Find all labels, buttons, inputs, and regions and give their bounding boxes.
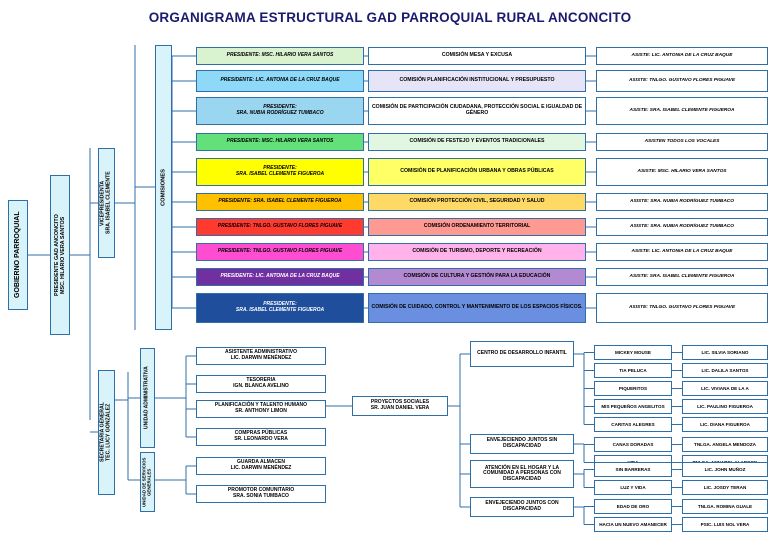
comision-nombre-2-label: COMISIÓN DE PARTICIPACIÓN CIUDADANA, PROTECCIÓN SOCIAL E IGUALDAD DE GÉNERO: [371, 104, 583, 116]
comisiones-label: COMISIONES: [160, 168, 167, 207]
unidad-0-0-label: MICKEY MOUSE: [615, 349, 651, 355]
unidad-administrativa[interactable]: [140, 348, 155, 448]
responsable-3-1-label: PSIC. LUIS NOL VERA: [700, 521, 750, 527]
comision-asiste-4-label: ASISTE: MSC. HILARIO VERA SANTOS: [637, 169, 727, 175]
administrativa-item-3-label: COMPRAS PÚBLICAS SR. LEONARDO VERA: [234, 430, 288, 442]
presidente-gad-label: PRESIDENTE GAD ANCONCITO MSC. HILARIO VERA SANTOS: [53, 214, 66, 296]
comision-nombre-8-label: COMISIÓN DE CULTURA Y GESTIÓN PARA LA EDUCACIÓN: [403, 273, 551, 280]
administrativa-item-1-label: TESORERIA IGN. BLANCA AVELINO: [233, 377, 289, 389]
gobierno-parroquial-label: GOBIERNO PARROQUIAL: [14, 211, 22, 299]
unidad-0-3-label: MIS PEQUEÑOS ANGELITOS: [601, 403, 665, 409]
comision-nombre-0[interactable]: [368, 47, 586, 65]
comision-presidente-4[interactable]: [196, 158, 364, 186]
comision-presidente-5-label: PRESIDENTE: SRA. ISABEL CLEMENTE FIGUEROA: [218, 198, 342, 205]
unidad-3-1-label: HACIA UN NUEVO AMANECER: [599, 521, 667, 527]
comision-asiste-8-label: ASISTE: SRA. ISABEL CLEMENTE FIGUEROA: [629, 274, 735, 280]
comision-asiste-9[interactable]: [596, 293, 768, 323]
comision-presidente-2-label: PRESIDENTE: SRA. NUBIA RODRÍGUEZ TUMBACO: [236, 104, 324, 116]
comision-presidente-0[interactable]: [196, 47, 364, 65]
unidad-1-0[interactable]: [594, 437, 672, 452]
unidad-3-0[interactable]: [594, 499, 672, 514]
comision-asiste-7[interactable]: [596, 243, 768, 261]
secretaria-general[interactable]: [98, 370, 115, 495]
servicios-item-0-label: GUARDA ALMACEN LIC. DARWIN MENÉNDEZ: [230, 459, 292, 471]
comision-asiste-2-label: ASISTE: SRA. ISABEL CLEMENTE FIGUEROA: [629, 108, 735, 114]
comision-nombre-1[interactable]: [368, 70, 586, 92]
comision-asiste-6[interactable]: [596, 218, 768, 236]
responsable-2-1[interactable]: [682, 480, 768, 495]
responsable-3-1[interactable]: [682, 517, 768, 532]
comision-presidente-1[interactable]: [196, 70, 364, 92]
unidad-0-1[interactable]: [594, 363, 672, 378]
comision-presidente-5[interactable]: [196, 193, 364, 211]
responsable-1-0[interactable]: [682, 437, 768, 452]
servicios-item-0[interactable]: [196, 457, 326, 475]
responsable-1-0-label: TNLGA. ANGELA MENDOZA: [694, 441, 756, 447]
programa-0[interactable]: [470, 341, 574, 367]
administrativa-item-1[interactable]: [196, 375, 326, 393]
responsable-0-4-label: LIC. DIANA FIGUEROA: [700, 421, 750, 427]
comision-presidente-6-label: PRESIDENTE: TNLGO. GUSTAVO FLORES PIGUAVE: [217, 223, 343, 230]
comision-nombre-1-label: COMISIÓN PLANIFICACIÓN INSTITUCIONAL Y PRESUPUESTO: [399, 77, 555, 84]
comision-nombre-4[interactable]: [368, 158, 586, 186]
responsable-2-0[interactable]: [682, 462, 768, 477]
comision-asiste-5-label: ASISTE: SRA. NUBIA RODRÍGUEZ TUMBACO: [629, 199, 735, 205]
programa-1-label: ENVEJECIENDO JUNTOS SIN DISCAPACIDAD: [486, 437, 558, 449]
responsable-0-3-label: LIC. PAULINO FIGUEROA: [697, 403, 753, 409]
comision-nombre-3[interactable]: [368, 133, 586, 151]
programa-3-label: ENVEJECIENDO JUNTOS CON DISCAPACIDAD: [485, 500, 559, 512]
unidad-0-3[interactable]: [594, 399, 672, 414]
proyectos-sociales[interactable]: [352, 396, 448, 416]
responsable-3-0-label: TNLGA. ROMINA GUALE: [697, 503, 753, 509]
programa-2[interactable]: [470, 460, 574, 488]
comision-asiste-4[interactable]: [596, 158, 768, 186]
responsable-0-3[interactable]: [682, 399, 768, 414]
comision-nombre-5[interactable]: [368, 193, 586, 211]
unidad-2-0-label: SIN BARRERAS: [615, 466, 651, 472]
comision-asiste-6-label: ASISTE: SRA. NUBIA RODRÍGUEZ TUMBACO: [629, 224, 735, 230]
programa-0-label: CENTRO DE DESARROLLO INFANTIL: [477, 350, 567, 357]
administrativa-item-2[interactable]: [196, 400, 326, 418]
administrativa-item-3[interactable]: [196, 428, 326, 446]
comision-nombre-4-label: COMISIÓN DE PLANIFICACIÓN URBANA Y OBRAS PÚBLICAS: [400, 168, 554, 175]
comision-asiste-0-label: ASISTE: LIC. ANTONIA DE LA CRUZ BAQUE: [631, 53, 733, 59]
comision-presidente-2[interactable]: [196, 97, 364, 125]
comision-nombre-6[interactable]: [368, 218, 586, 236]
programa-3[interactable]: [470, 497, 574, 517]
proyectos-sociales-label: PROYECTOS SOCIALES SR. JUAN DANIEL VERA: [370, 399, 430, 411]
vicepresidenta-label: VICEPRESIDENTA SRA. ISABEL CLEMENTE: [99, 171, 112, 235]
comision-asiste-5[interactable]: [596, 193, 768, 211]
comision-asiste-0[interactable]: [596, 47, 768, 65]
comision-asiste-1[interactable]: [596, 70, 768, 92]
servicios-item-1[interactable]: [196, 485, 326, 503]
comision-presidente-8[interactable]: [196, 268, 364, 286]
gobierno-parroquial[interactable]: [8, 200, 28, 310]
comision-nombre-9-label: COMISIÓN DE CUIDADO, CONTROL Y MANTENIMIENTO DE LOS ESPACIOS FÍSICOS.: [371, 304, 583, 311]
comision-presidente-3-label: PRESIDENTE: MSC. HILARIO VERA SANTOS: [226, 138, 334, 145]
comision-asiste-9-label: ASISTE: TNLGO. GUSTAVO FLORES PIGUAVE: [628, 305, 736, 311]
comisiones[interactable]: [155, 45, 172, 330]
comision-presidente-7[interactable]: [196, 243, 364, 261]
responsable-2-1-label: LIC. JOSDY TERAN: [703, 484, 747, 490]
unidad-1-0-label: CANAS DORADAS: [612, 441, 654, 447]
unidad-0-1-label: TIA PELUCA: [619, 367, 647, 373]
comision-asiste-8[interactable]: [596, 268, 768, 286]
responsable-0-4[interactable]: [682, 417, 768, 432]
comision-nombre-7[interactable]: [368, 243, 586, 261]
unidad-servicios-generales[interactable]: [140, 452, 155, 512]
comision-presidente-0-label: PRESIDENTE: MSC. HILARIO VERA SANTOS: [226, 52, 334, 59]
comision-nombre-9[interactable]: [368, 293, 586, 323]
comision-nombre-8[interactable]: [368, 268, 586, 286]
page-title: ORGANIGRAMA ESTRUCTURAL GAD PARROQUIAL RURAL ANCONCITO: [148, 10, 632, 25]
vicepresidenta[interactable]: [98, 148, 115, 258]
comision-asiste-3[interactable]: [596, 133, 768, 151]
unidad-0-4[interactable]: [594, 417, 672, 432]
comision-nombre-6-label: COMISIÓN ORDENAMIENTO TERRITORIAL: [423, 223, 531, 230]
comision-presidente-9[interactable]: [196, 293, 364, 323]
comision-presidente-3[interactable]: [196, 133, 364, 151]
responsable-3-0[interactable]: [682, 499, 768, 514]
secretaria-general-label: SECRETARIA GENERAL TEC. LUCY GONZÁLEZ: [99, 402, 112, 463]
administrativa-item-0[interactable]: [196, 347, 326, 365]
programa-1[interactable]: [470, 434, 574, 454]
responsable-0-2-label: LIC. VIVIANA DE LA A: [701, 385, 749, 391]
administrativa-item-2-label: PLANIFICACIÓN Y TALENTO HUMANO SR. ANTHONY LIMON: [214, 402, 308, 414]
unidad-administrativa-label: UNIDAD ADMINISTRATIVA: [143, 366, 150, 430]
unidad-0-4-label: CARITAS ALEGRES: [611, 421, 655, 427]
unidad-servicios-generales-label: UNIDAD DE SERVICIOS GENERALES: [141, 457, 152, 507]
unidad-2-1[interactable]: [594, 480, 672, 495]
comision-asiste-1-label: ASISTE: TNLGO. GUSTAVO FLORES PIGUAVE: [628, 78, 736, 84]
comision-asiste-3-label: ASISTEN TODOS LOS VOCALES: [644, 139, 720, 145]
servicios-item-1-label: PROMOTOR COMUNITARIO SRA. SONIA TUMBACO: [227, 487, 295, 499]
comision-nombre-3-label: COMISIÓN DE FESTEJO Y EVENTOS TRADICIONALES: [409, 138, 545, 145]
unidad-2-0[interactable]: [594, 462, 672, 477]
responsable-0-0-label: LIC. SILVIA SORIANO: [701, 349, 749, 355]
responsable-0-1[interactable]: [682, 363, 768, 378]
comision-presidente-7-label: PRESIDENTE: TNLGO. GUSTAVO FLORES PIGUAVE: [217, 248, 343, 255]
comision-asiste-7-label: ASISTE: LIC. ANTONIA DE LA CRUZ BAQUE: [631, 249, 733, 255]
programa-2-label: ATENCIÓN EN EL HOGAR Y LA COMUNIDAD A PERSONAS CON DISCAPACIDAD: [483, 464, 561, 482]
unidad-0-0[interactable]: [594, 345, 672, 360]
comision-presidente-1-label: PRESIDENTE: LIC. ANTONIA DE LA CRUZ BAQUE: [220, 77, 340, 84]
comision-presidente-9-label: PRESIDENTE: SRA. ISABEL CLEMENTE FIGUEROA: [235, 301, 325, 313]
responsable-2-0-label: LIC. JOHN MUÑOZ: [704, 466, 746, 472]
comision-nombre-0-label: COMISIÓN MESA Y EXCUSA: [441, 52, 513, 59]
unidad-0-2-label: PIQUERITOS: [618, 385, 648, 391]
comision-presidente-8-label: PRESIDENTE: LIC. ANTONIA DE LA CRUZ BAQUE: [220, 273, 340, 280]
administrativa-item-0-label: ASISTENTE ADMINISTRATIVO LIC. DARWIN MENÉNDEZ: [225, 349, 297, 361]
comision-nombre-2[interactable]: [368, 97, 586, 125]
comision-presidente-4-label: PRESIDENTE: SRA. ISABEL CLEMENTE FIGUEROA: [235, 165, 325, 177]
unidad-0-2[interactable]: [594, 381, 672, 396]
comision-presidente-6[interactable]: [196, 218, 364, 236]
presidente-gad[interactable]: [50, 175, 70, 335]
unidad-2-1-label: LUZ Y VIDA: [620, 484, 646, 490]
responsable-0-1-label: LIC. DALILA SANTOS: [701, 367, 749, 373]
comision-asiste-2[interactable]: [596, 97, 768, 125]
responsable-0-2[interactable]: [682, 381, 768, 396]
comision-nombre-5-label: COMISIÓN PROTECCIÓN CIVIL, SEGURIDAD Y SALUD: [409, 198, 545, 205]
unidad-3-0-label: EDAD DE ORO: [616, 503, 650, 509]
comision-nombre-7-label: COMISIÓN DE TURISMO, DEPORTE Y RECREACIÓN: [412, 248, 542, 255]
unidad-3-1[interactable]: [594, 517, 672, 532]
responsable-0-0[interactable]: [682, 345, 768, 360]
